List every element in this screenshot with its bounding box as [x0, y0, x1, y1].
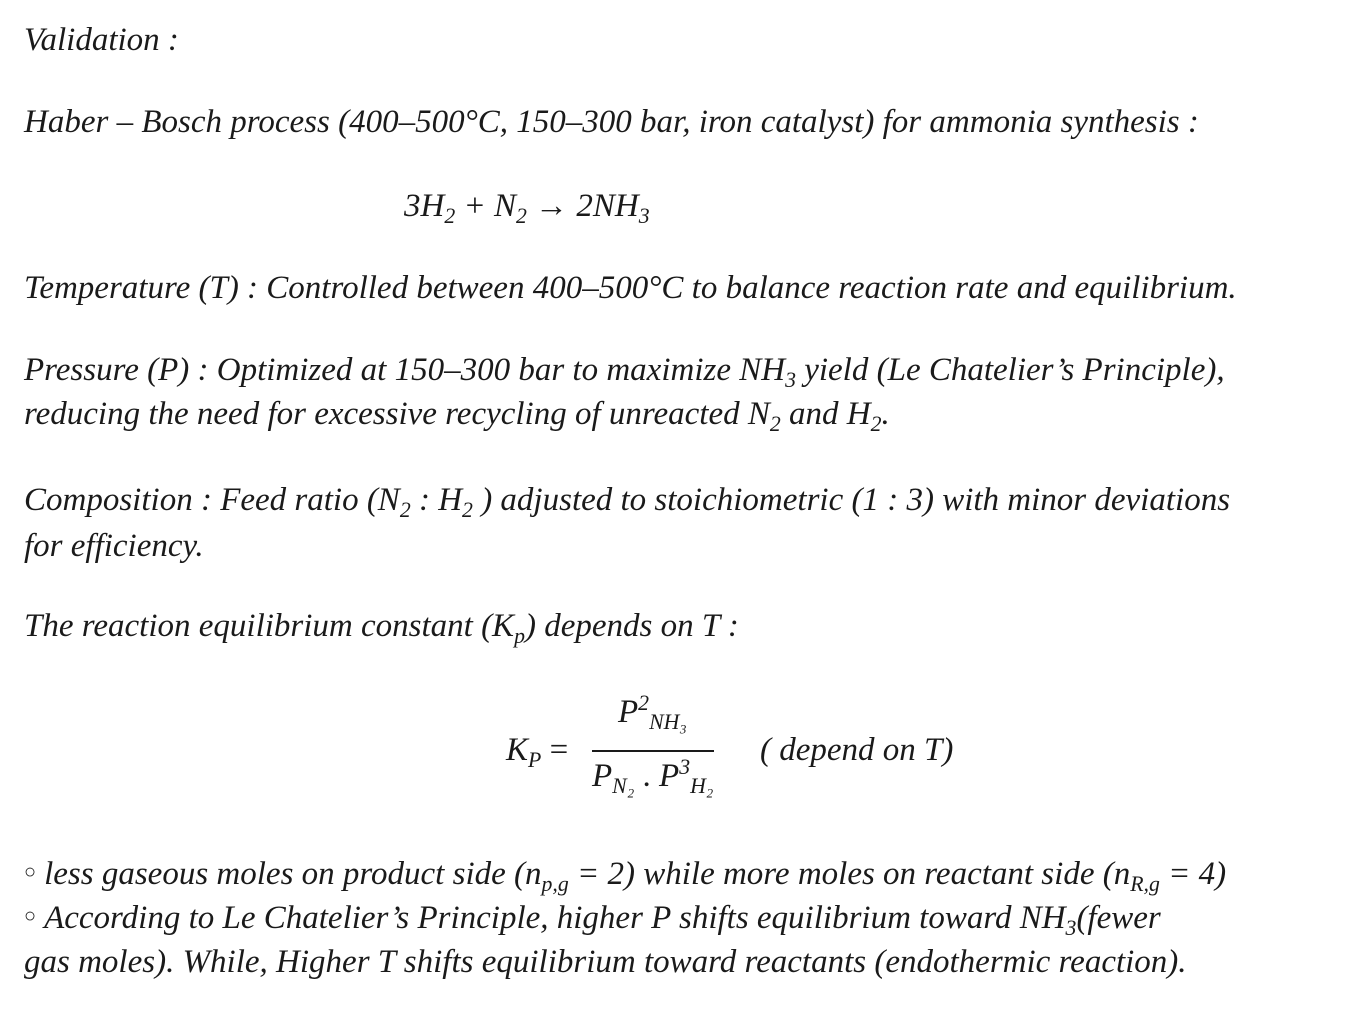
product-nh3-sub: 3 [638, 203, 650, 228]
temperature-text: Controlled between 400–500°C to balance reaction rate and equilibrium. [266, 270, 1237, 306]
reaction-equation [404, 186, 650, 226]
bullet-line-3: gas moles). While, Higher T shifts equilibrium toward reactants (endothermic reaction). [24, 944, 1187, 980]
numerator-sub: NH₃ [649, 709, 687, 734]
composition-b: : H [410, 482, 463, 518]
kp-intro-line [24, 606, 739, 646]
bullet1-c: = 4) [1159, 856, 1227, 892]
pressure-line2-b: and H [780, 396, 871, 432]
bullet1-b: = 2) while more moles on reactant side (n [568, 856, 1131, 892]
bullet-icon: ○ [24, 905, 37, 927]
product-nh3: → 2NH [526, 188, 639, 224]
haber-suffix: for ammonia synthesis : [874, 104, 1199, 140]
haber-conditions: (400–500°C, 150–300 bar, iron catalyst) [338, 104, 875, 140]
pressure-h2-sub: 2 [870, 411, 882, 436]
bullet-icon: ○ [24, 861, 37, 883]
haber-bosch-line [24, 102, 1199, 142]
pressure-nh3-sub: 3 [785, 367, 796, 392]
kp-intro-b: ) depends on T : [524, 608, 739, 644]
bullet2-a: According to Le Chatelier’s Principle, higher P shifts equilibrium toward NH [44, 900, 1066, 936]
numerator-sup: 2 [638, 691, 650, 716]
composition-line-1 [24, 480, 1230, 520]
reactant-h2: 3H [404, 188, 445, 224]
pressure-text-a: Optimized at 150–300 bar to maximize NH [216, 352, 786, 388]
kp-lhs [506, 730, 568, 770]
bullet2-sub: 3 [1065, 915, 1077, 940]
denominator-ph2-sub: H₂ [690, 773, 714, 798]
kp-numerator [618, 692, 687, 732]
composition-n2-sub: 2 [399, 497, 411, 522]
bullet1-a: less gaseous moles on product side (n [44, 856, 542, 892]
bullet-line-1 [24, 852, 1226, 894]
composition-line-2: for efficiency. [24, 528, 204, 564]
bullet1-sub-reactant: R,g [1130, 871, 1160, 896]
fraction-bar [592, 750, 714, 752]
kp-note: ( depend on T) [760, 732, 954, 768]
denominator-pn2-sub: N₂ [612, 773, 635, 798]
pressure-line-1 [24, 350, 1225, 390]
denominator-pn2: P [592, 758, 613, 794]
pressure-line2-c: . [881, 396, 890, 432]
composition-a: Feed ratio (N [220, 482, 400, 518]
composition-h2-sub: 2 [462, 497, 473, 522]
denominator-dot: . [634, 758, 660, 794]
denominator-ph2-sup: 3 [679, 755, 691, 780]
bullet2-b: (fewer [1076, 900, 1161, 936]
temperature-label: Temperature (T) : [24, 270, 267, 306]
reactant-n2: + N [455, 188, 517, 224]
reactant-h2-sub: 2 [444, 203, 456, 228]
numerator-p: P [618, 694, 639, 730]
pressure-text-b: yield (Le Chatelier’s Principle), [795, 352, 1225, 388]
equals-sign: = [541, 732, 569, 768]
pressure-line2-a: reducing the need for excessive recycling of unreacted N [24, 396, 770, 432]
kp-fraction [592, 690, 716, 810]
temperature-line [24, 268, 1237, 308]
composition-ratio: (1 : 3) [851, 482, 934, 518]
pressure-n2-sub: 2 [769, 411, 781, 436]
composition-c: ) adjusted to stoichiometric [472, 482, 852, 518]
bullet1-sub-product: p,g [541, 871, 569, 896]
kp-denominator [592, 756, 713, 796]
denominator-ph2: P [659, 758, 680, 794]
kp-symbol: K [506, 732, 529, 768]
reactant-n2-sub: 2 [516, 203, 527, 228]
composition-d: with minor deviations [933, 482, 1231, 518]
kp-symbol-sub: P [528, 747, 542, 772]
pressure-line-2 [24, 394, 890, 434]
kp-intro-a: The reaction equilibrium constant (K [24, 608, 515, 644]
bullet-line-2 [24, 896, 1161, 938]
heading: Validation : [24, 22, 179, 58]
pressure-label: Pressure (P) : [24, 352, 217, 388]
composition-label: Composition : [24, 482, 221, 518]
haber-prefix: Haber – Bosch process [24, 104, 339, 140]
kp-intro-sub: p [514, 623, 525, 648]
